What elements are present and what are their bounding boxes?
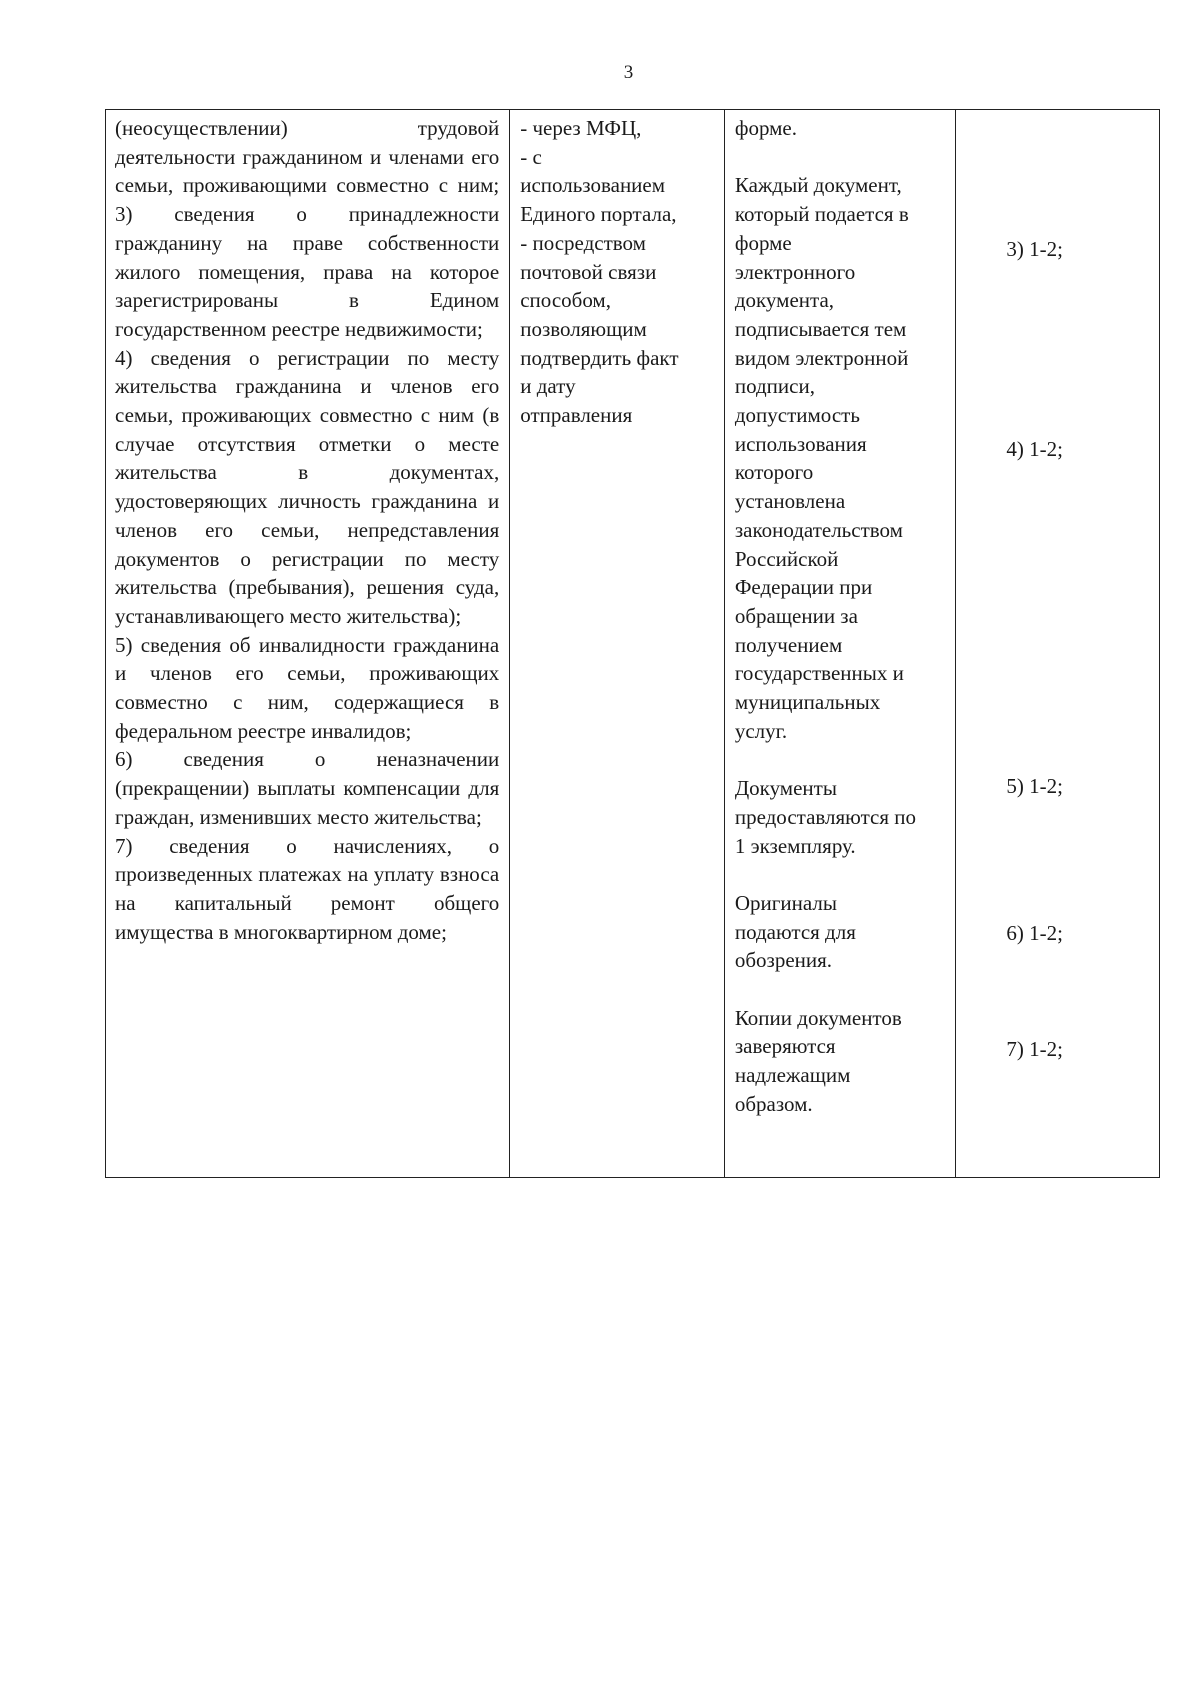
requirement-line: использования — [734, 431, 867, 456]
requirement-line: электронного — [734, 259, 856, 284]
method-line: подтвердить факт — [520, 345, 679, 370]
column-terms — [956, 110, 1159, 1177]
list-item: 6) сведения о неназначении (прекращении) выплаты компенсации для граждан, изменивших место жительства; — [115, 747, 500, 829]
list-item: (неосуществлении) трудовой деятельности гражданином и членами его семьи, проживающими совместно с ним; — [115, 116, 500, 198]
requirement-line: форме. — [734, 116, 797, 140]
document-table — [105, 109, 1160, 1178]
list-item: 3) сведения о принадлежности гражданину на праве собственности жилого помещения, права на которое зарегистрированы в Едином государственном реестре недвижимости; — [115, 202, 500, 341]
requirement-line: подписывается тем — [734, 316, 907, 341]
requirement-line: Федерации при — [734, 575, 873, 600]
requirement-paragraph — [735, 1004, 950, 1119]
list-item: 7) сведения о начислениях, о произведенных платежах на уплату взноса на капитальный ремонт общего имущества в многоквартирном доме; — [115, 833, 500, 944]
requirement-line: 1 экземпляру. — [734, 833, 856, 858]
term-item: 7) 1-2; — [1006, 1037, 1063, 1061]
method-line: Единого портала, — [520, 202, 677, 227]
method-line: почтовой связи — [520, 259, 657, 284]
requirement-line: которого — [734, 460, 814, 485]
requirement-line: который подается в — [734, 202, 909, 227]
requirement-paragraph — [735, 114, 950, 143]
requirement-paragraph — [735, 889, 950, 975]
requirement-paragraph — [735, 171, 950, 745]
requirement-paragraph — [735, 774, 950, 860]
requirement-line: Копии документов — [734, 1005, 902, 1030]
requirement-line: получением — [734, 632, 843, 657]
column-documents-list — [106, 110, 510, 1177]
requirement-line: законодательством — [734, 517, 903, 542]
method-line: и дату — [520, 374, 576, 399]
requirement-line: обращении за — [734, 603, 858, 628]
method-line: использованием — [520, 173, 666, 198]
requirement-line: Российской — [734, 546, 839, 571]
term-item: 3) 1-2; — [1006, 237, 1063, 261]
list-item: 5) сведения об инвалидности гражданина и членов его семьи, проживающих совместно с ним, содержащиеся в федеральном реестре инвалидов; — [115, 632, 500, 743]
page-number: 3 — [623, 62, 634, 83]
method-line: - посредством — [520, 230, 646, 255]
list-item: 4) сведения о регистрации по месту жительства гражданина и членов его семьи, проживающих совместно с ним (в случае отсутствия отметки о месте жительства в документах, удостоверяющих личность гражданина и членов его семьи, непредставления документов о регистрации по месту жительства (пребывания), решения суда, устанавливающего место жительства); — [115, 345, 500, 628]
requirement-line: Оригиналы — [734, 890, 837, 915]
term-item: 5) 1-2; — [1006, 774, 1063, 798]
requirement-line: заверяются — [734, 1034, 836, 1059]
requirement-line: допустимость — [734, 403, 860, 428]
method-line: - через МФЦ, — [520, 116, 642, 140]
requirement-line: Каждый документ, — [734, 173, 902, 198]
method-line: способом, — [520, 288, 611, 313]
requirement-line: муниципальных — [734, 690, 881, 715]
requirement-line: надлежащим — [734, 1063, 851, 1088]
requirement-line: документа, — [734, 288, 835, 313]
term-item: 4) 1-2; — [1006, 437, 1063, 461]
requirement-line: образом. — [734, 1091, 813, 1116]
requirement-line: подписи, — [734, 374, 815, 399]
requirement-line: подаются для — [734, 919, 856, 944]
column-requirements — [725, 110, 957, 1177]
requirement-line: обозрения. — [734, 948, 833, 973]
method-line: отправления — [520, 403, 633, 428]
requirement-line: форме — [734, 230, 792, 255]
requirement-line: услуг. — [734, 718, 788, 743]
requirement-line: предоставляются по — [734, 804, 916, 829]
requirement-line: государственных и — [734, 661, 904, 686]
term-item: 6) 1-2; — [1006, 921, 1063, 945]
requirement-line: Документы — [734, 776, 837, 801]
column-submission-methods — [510, 110, 725, 1177]
requirement-line: видом электронной — [734, 345, 909, 370]
requirement-line: установлена — [734, 489, 846, 514]
method-line: - с — [520, 144, 542, 169]
method-line: позволяющим — [520, 316, 647, 341]
